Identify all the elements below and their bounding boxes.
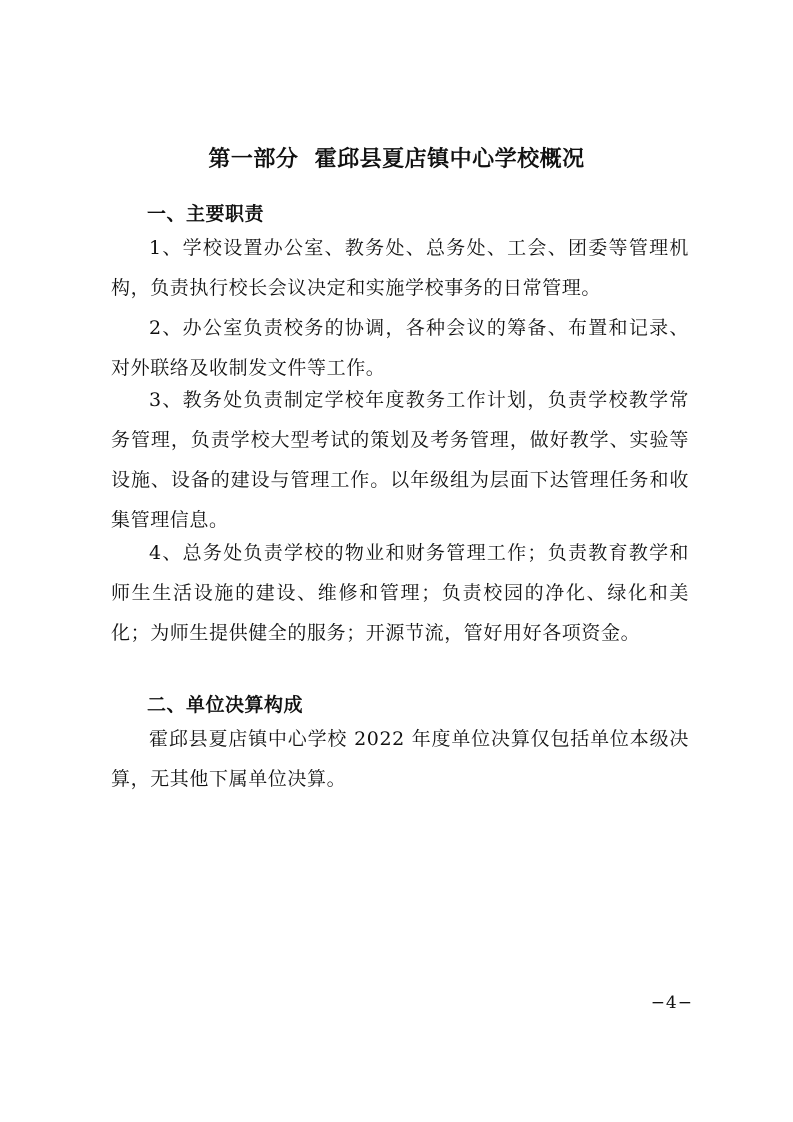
page-title: 第一部分 霍邱县夏店镇中心学校概况 xyxy=(208,147,585,172)
paragraph-duty-2: 2、办公室负责校务的协调，各种会议的筹备、布置和记录、对外联络及收制发文件等工作。 xyxy=(111,317,689,379)
section-heading-unit-composition: 二、单位决算构成 xyxy=(147,694,304,716)
paragraph-duty-3: 3、教务处负责制定学校年度教务工作计划，负责学校教学常务管理，负责学校大型考试的策划及考务管理，做好教学、实验等设施、设备的建设与管理工作。以年级组为层面下达管理任务和收集管理信息。 xyxy=(111,389,689,531)
section-heading-main-duties: 一、主要职责 xyxy=(147,203,265,225)
paragraph-duty-1: 1、学校设置办公室、教务处、总务处、工会、团委等管理机构，负责执行校长会议决定和实施学校事务的日常管理。 xyxy=(111,237,689,299)
page-number: −4− xyxy=(650,993,693,1013)
paragraph-unit-composition: 霍邱县夏店镇中心学校 2022 年度单位决算仅包括单位本级决算，无其他下属单位决算。 xyxy=(111,728,689,790)
paragraph-duty-4: 4、总务处负责学校的物业和财务管理工作；负责教育教学和师生生活设施的建设、维修和管理；负责校园的净化、绿化和美化；为师生提供健全的服务；开源节流，管好用好各项资金。 xyxy=(111,542,689,644)
